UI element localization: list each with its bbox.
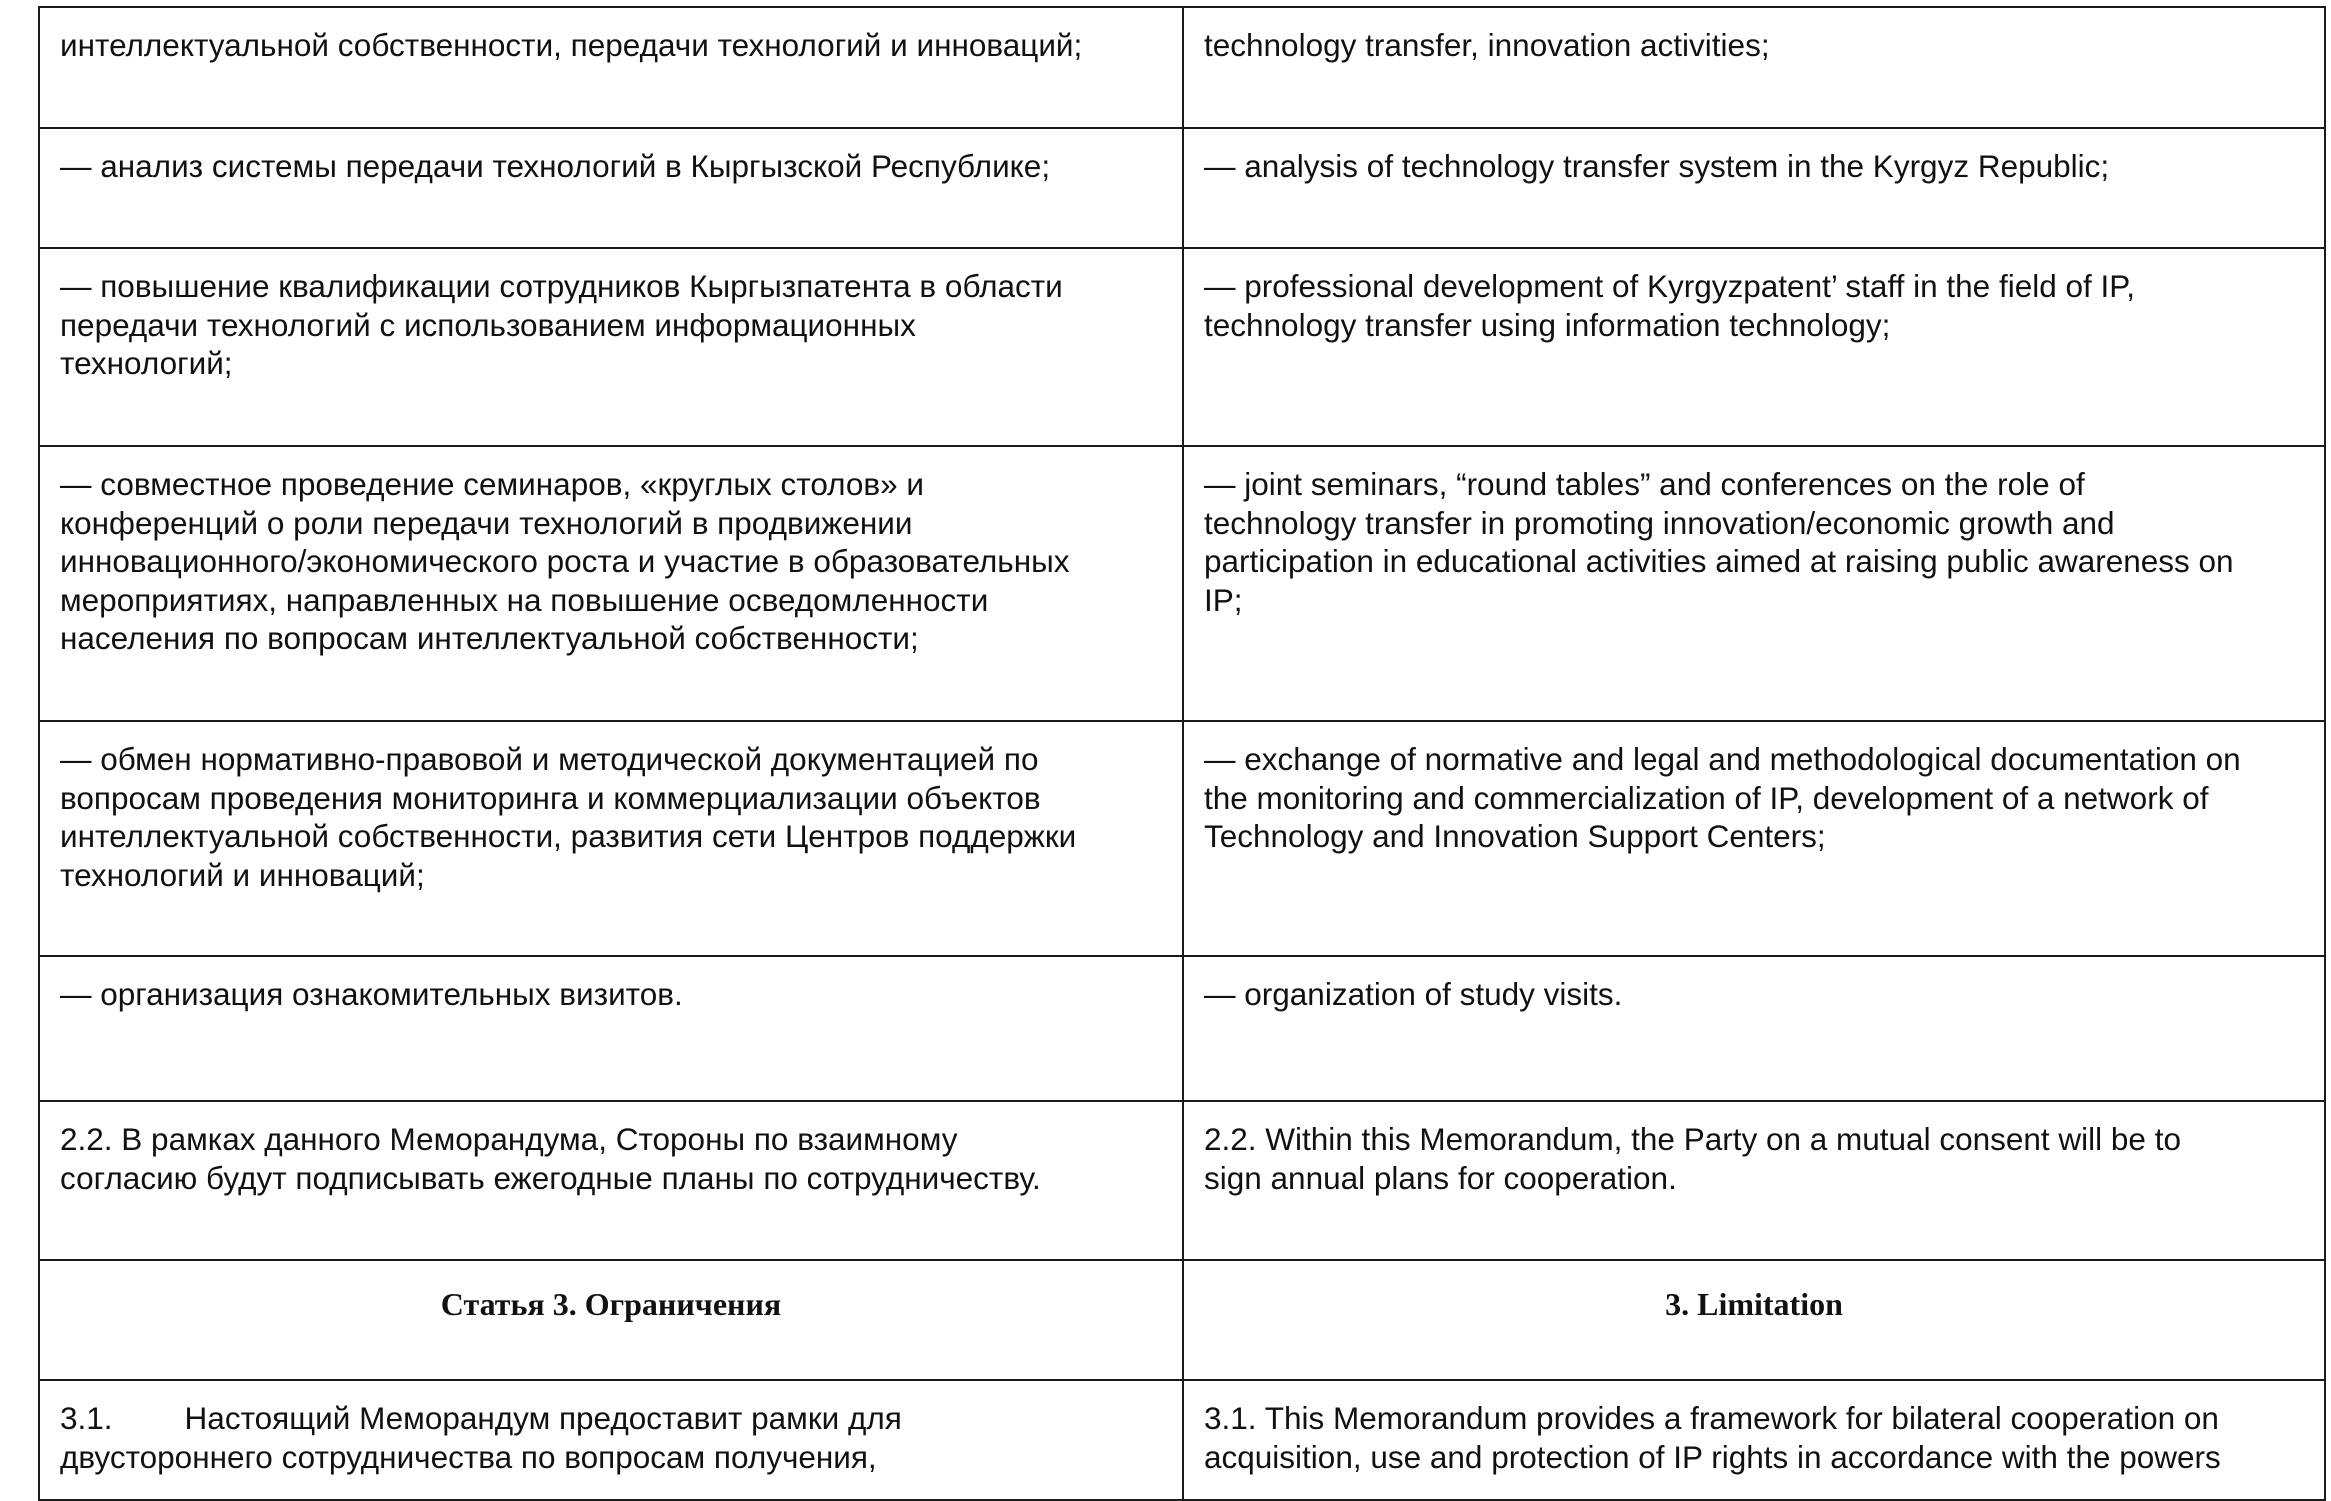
en-cell: — joint seminars, “round tables” and conferences on the role of technology transfer in promoting innovation/economic growth and participation in educational activities aimed at raising public awareness on IP;: [1183, 446, 2325, 721]
clause-number: 3.1.: [60, 1400, 113, 1436]
article-heading-en: 3. Limitation: [1183, 1260, 2325, 1380]
table-row: [39, 1380, 2325, 1500]
bilingual-memorandum-table: [38, 6, 2326, 1501]
table-row: [39, 128, 2325, 248]
en-cell: 2.2. Within this Memorandum, the Party on a mutual consent will be to sign annual plans for cooperation.: [1183, 1101, 2325, 1260]
table-row: [39, 721, 2325, 956]
ru-cell: — обмен нормативно-правовой и методической документацией по вопросам проведения мониторинга и коммерциализации объектов интеллектуальной собственности, развития сети Центров поддержки технологий и инноваций;: [39, 721, 1183, 956]
table-row: [39, 248, 2325, 446]
ru-cell: — повышение квалификации сотрудников Кыргызпатента в области передачи технологий с использованием информационных технологий;: [39, 248, 1183, 446]
en-cell: — professional development of Kyrgyzpatent’ staff in the field of IP, technology transfer using information technology;: [1183, 248, 2325, 446]
clause-text-line-2: двустороннего сотрудничества по вопросам получения,: [60, 1438, 877, 1475]
en-cell: — analysis of technology transfer system in the Kyrgyz Republic;: [1183, 128, 2325, 248]
en-cell: 3.1. This Memorandum provides a framework for bilateral cooperation on acquisition, use and protection of IP rights in accordance with the powers: [1183, 1380, 2325, 1500]
table-row: [39, 446, 2325, 721]
ru-cell: — организация ознакомительных визитов.: [39, 956, 1183, 1101]
en-cell: — organization of study visits.: [1183, 956, 2325, 1101]
article-heading-row: [39, 1260, 2325, 1380]
table-row: [39, 1101, 2325, 1260]
ru-cell: — анализ системы передачи технологий в Кыргызской Республике;: [39, 128, 1183, 248]
table-row: [39, 956, 2325, 1101]
ru-cell: — совместное проведение семинаров, «круглых столов» и конференций о роли передачи технологий в продвижении инновационного/экономического роста и участие в образовательных мероприятиях, направленных на повышение осведомленности населения по вопросам интеллектуальной собственности;: [39, 446, 1183, 721]
ru-cell: интеллектуальной собственности, передачи технологий и инноваций;: [39, 7, 1183, 128]
clause-text-line-1: Настоящий Меморандум предоставит рамки для: [184, 1400, 902, 1436]
ru-cell: 2.2. В рамках данного Меморандума, Стороны по взаимному согласию будут подписывать ежегодные планы по сотрудничеству.: [39, 1101, 1183, 1260]
ru-cell: [39, 1380, 1183, 1500]
en-cell: technology transfer, innovation activities;: [1183, 7, 2325, 128]
en-cell: — exchange of normative and legal and methodological documentation on the monitoring and commercialization of IP, development of a network of Technology and Innovation Support Centers;: [1183, 721, 2325, 956]
article-heading-ru: Статья 3. Ограничения: [39, 1260, 1183, 1380]
table-row: [39, 7, 2325, 128]
